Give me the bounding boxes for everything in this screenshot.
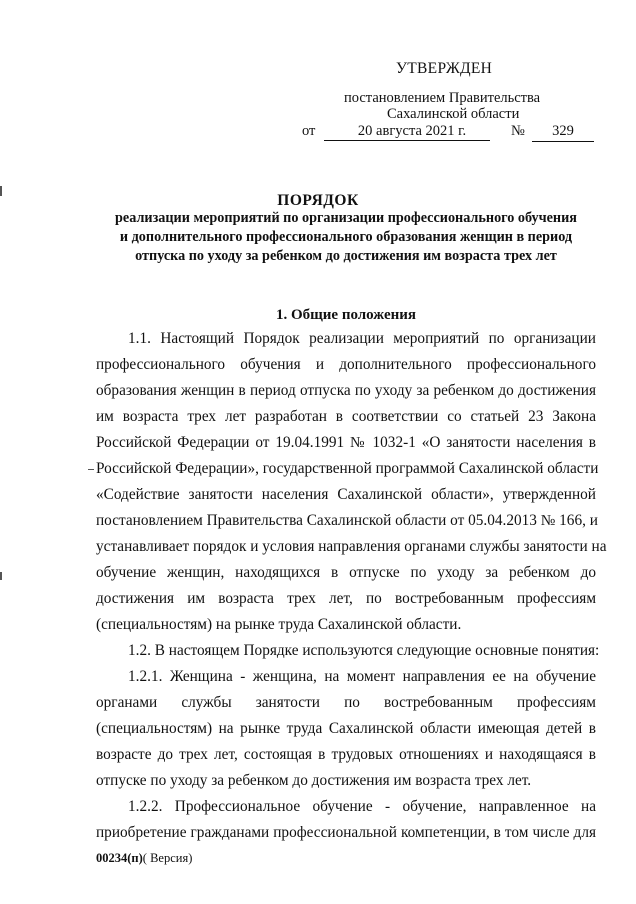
subtitle-line: реализации мероприятий по организации профессионального обучения: [115, 210, 577, 226]
paragraph-line: возрасте до трех лет, состоящая в трудовых отношениях и находящаяся в: [96, 746, 596, 763]
paragraph-line: устанавливает порядок и условия направления органами службы занятости на: [96, 538, 607, 555]
section-heading: 1. Общие положения: [275, 307, 417, 323]
document-subtitle: [96, 209, 596, 266]
scan-mark: [0, 572, 2, 580]
paragraph-line: им возраста трех лет разработан в соответствии со статьей 23 Закона: [96, 408, 596, 425]
decree-authority-line: постановлением Правительства: [344, 90, 541, 106]
paragraph-line: отпуске по уходу за ребенком до достижения им возраста трех лет.: [96, 772, 532, 789]
from-label: от: [302, 123, 316, 139]
subtitle-line: отпуска по уходу за ребенком до достижения им возраста трех лет: [135, 248, 557, 264]
document-title: ПОРЯДОК: [277, 192, 359, 209]
number-sign: №: [511, 123, 525, 139]
paragraph-line: постановлением Правительства Сахалинской области от 05.04.2013 № 166, и: [96, 512, 598, 529]
paragraph-line: (специальностям) на рынке труда Сахалинской области.: [96, 616, 462, 633]
section-heading-wrapper: [0, 307, 636, 324]
paragraph-line: (специальностям) на рынке труда Сахалинской области имеющая детей в: [96, 720, 596, 737]
scan-mark: [0, 186, 2, 196]
decree-date-number-row: [302, 123, 602, 143]
paragraph-line: достижения им возраста трех лет, по востребованным профессиям: [96, 590, 596, 607]
decree-region-line: Сахалинской области: [387, 106, 520, 122]
decree-date: 20 августа 2021 г.: [324, 123, 490, 141]
scan-mark: [88, 469, 94, 470]
paragraph-line: органами службы занятости по востребованным профессиям: [96, 694, 596, 711]
decree-number: 329: [532, 123, 594, 142]
paragraph-line: 1.1. Настоящий Порядок реализации мероприятий по организации: [128, 330, 596, 347]
paragraph-line: «Содействие занятости населения Сахалинской области», утвержденной: [96, 486, 596, 503]
subtitle-line: и дополнительного профессионального образования женщин в период: [119, 229, 573, 245]
paragraph-line: образования женщин в период отпуска по уходу за ребенком до достижения: [96, 382, 596, 399]
approval-stamp-title: УТВЕРЖДЕН: [396, 60, 493, 77]
paragraph-line: приобретение гражданами профессиональной компетенции, в том числе для: [96, 824, 596, 841]
version-label: ( Версия): [142, 851, 193, 865]
paragraph-line: Российской Федерации от 19.04.1991 № 1032-1 «О занятости населения в: [96, 434, 596, 451]
paragraph-line: профессионального обучения и дополнительного профессионального: [96, 356, 596, 373]
paragraph-line: обучение женщин, находящихся в отпуске по уходу за ребенком до: [96, 564, 596, 581]
paragraph-line: 1.2. В настоящем Порядке используются следующие основные понятия:: [128, 642, 600, 659]
paragraph-line: Российской Федерации», государственной программой Сахалинской области: [96, 460, 599, 477]
document-code: 00234(п): [96, 851, 143, 865]
footer-code: [96, 851, 192, 866]
paragraph-line: 1.2.2. Профессиональное обучение - обучение, направленное на: [128, 798, 596, 815]
paragraph-line: 1.2.1. Женщина - женщина, на момент направления ее на обучение: [128, 668, 596, 685]
